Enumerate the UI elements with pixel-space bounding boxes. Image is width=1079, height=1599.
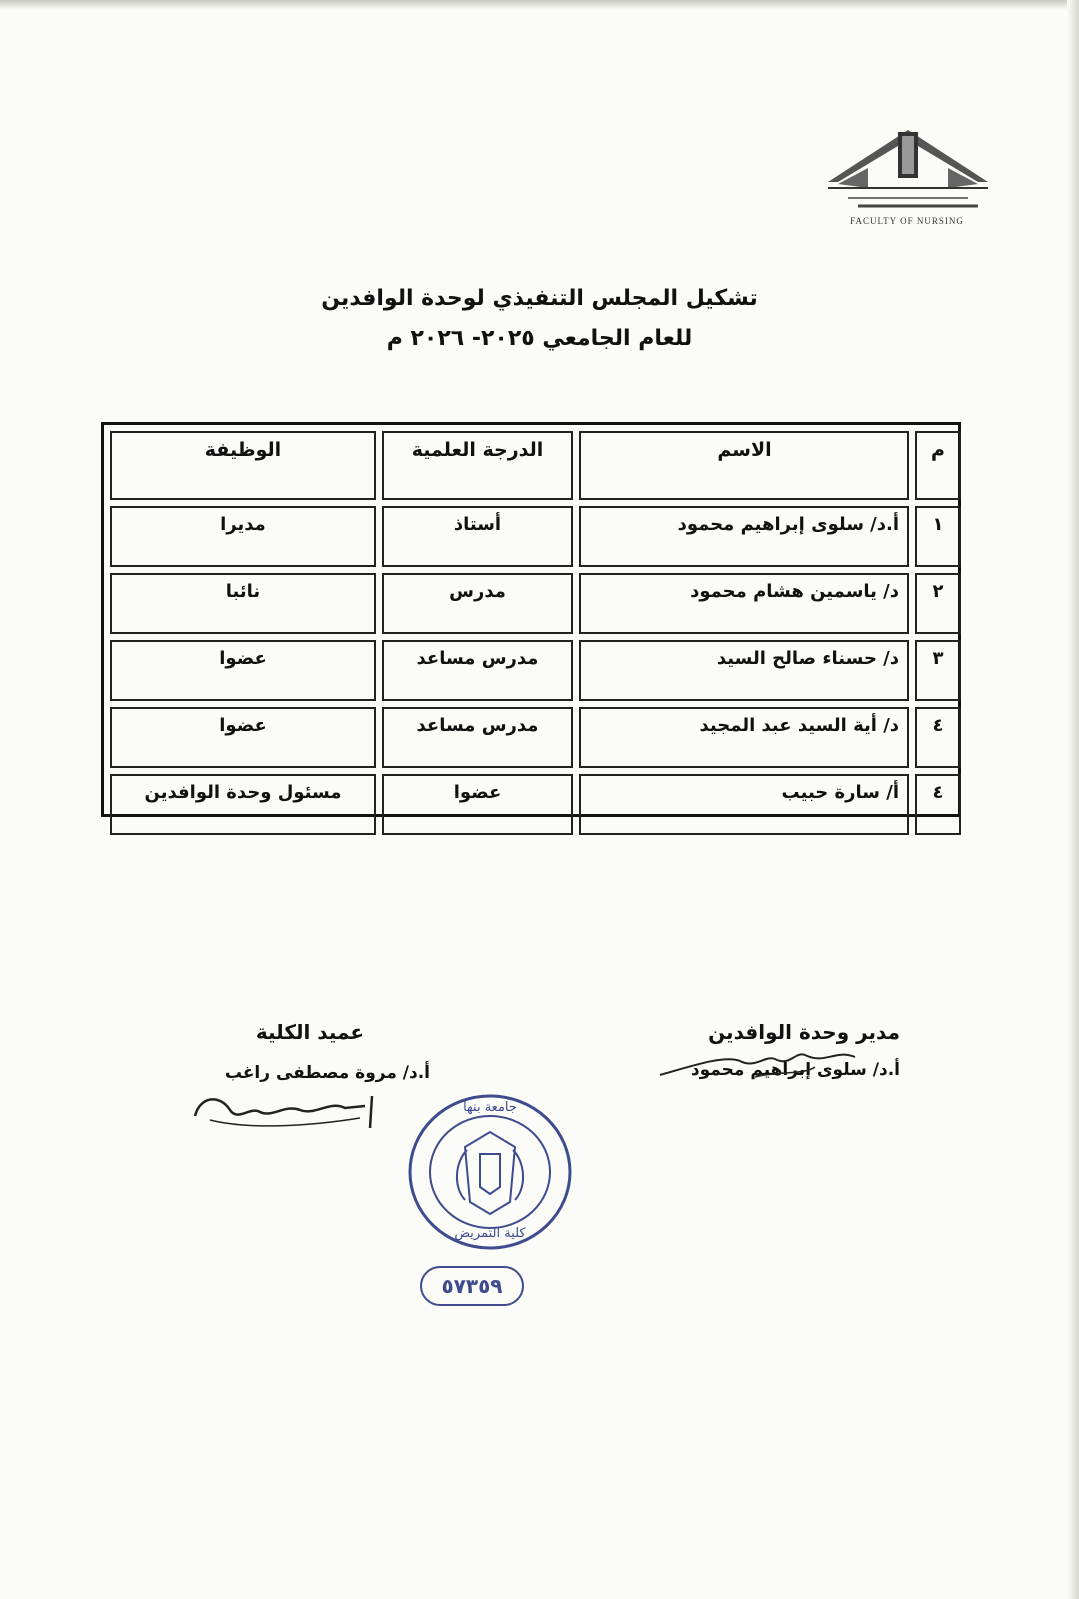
- row-name: أ.د/ سلوى إبراهيم محمود: [579, 506, 909, 567]
- table-row: [110, 640, 961, 701]
- header-name: الاسم: [579, 431, 909, 500]
- table-row: [110, 774, 961, 835]
- row-job: مديرا: [110, 506, 376, 567]
- row-number: ٤: [915, 774, 961, 835]
- row-number: ٤: [915, 707, 961, 768]
- row-name: د/ ياسمين هشام محمود: [579, 573, 909, 634]
- header-degree: الدرجة العلمية: [382, 431, 573, 500]
- dean-name: أ.د/ مروة مصطفى راغب: [224, 1063, 430, 1083]
- seal-bottom-text: كلية التمريض: [454, 1226, 526, 1241]
- document-title: تشكيل المجلس التنفيذي لوحدة الوافدين: [321, 286, 758, 311]
- table-row: [110, 506, 961, 567]
- row-number: ٢: [915, 573, 961, 634]
- row-degree: مدرس: [382, 573, 573, 634]
- row-degree: عضوا: [382, 774, 573, 835]
- dean-signature: [190, 1088, 390, 1133]
- table-row: [110, 707, 961, 768]
- seal-number: ٥٧٣٥٩: [441, 1274, 503, 1298]
- header-job: الوظيفة: [110, 431, 376, 500]
- header-m: م: [915, 431, 961, 500]
- unit-director-title: مدير وحدة الوافدين: [708, 1020, 900, 1044]
- unit-director-name: أ.د/ سلوى إبراهيم محمود: [690, 1060, 900, 1080]
- row-degree: مدرس مساعد: [382, 640, 573, 701]
- row-number: ١: [915, 506, 961, 567]
- row-job: عضوا: [110, 707, 376, 768]
- table-header-row: [110, 431, 961, 500]
- document-subtitle: للعام الجامعي ٢٠٢٥- ٢٠٢٦ م: [386, 326, 693, 351]
- row-degree: مدرس مساعد: [382, 707, 573, 768]
- row-name: د/ حسناء صالح السيد: [579, 640, 909, 701]
- row-name: أ/ سارة حبيب: [579, 774, 909, 835]
- scan-right-edge: [1067, 0, 1079, 1599]
- council-table: [101, 422, 961, 817]
- row-job: عضوا: [110, 640, 376, 701]
- row-job: مسئول وحدة الوافدين: [110, 774, 376, 835]
- row-name: د/ أية السيد عبد المجيد: [579, 707, 909, 768]
- table-row: [110, 573, 961, 634]
- scan-top-edge: [0, 0, 1079, 10]
- row-degree: أستاذ: [382, 506, 573, 567]
- logo-caption: FACULTY OF NURSING: [850, 216, 964, 226]
- dean-title: عميد الكلية: [255, 1020, 365, 1044]
- seal-top-text: جامعة بنها: [463, 1100, 517, 1115]
- director-signature: [655, 1045, 870, 1090]
- row-number: ٣: [915, 640, 961, 701]
- row-job: نائبا: [110, 573, 376, 634]
- seal-number-stamp: [420, 1266, 524, 1306]
